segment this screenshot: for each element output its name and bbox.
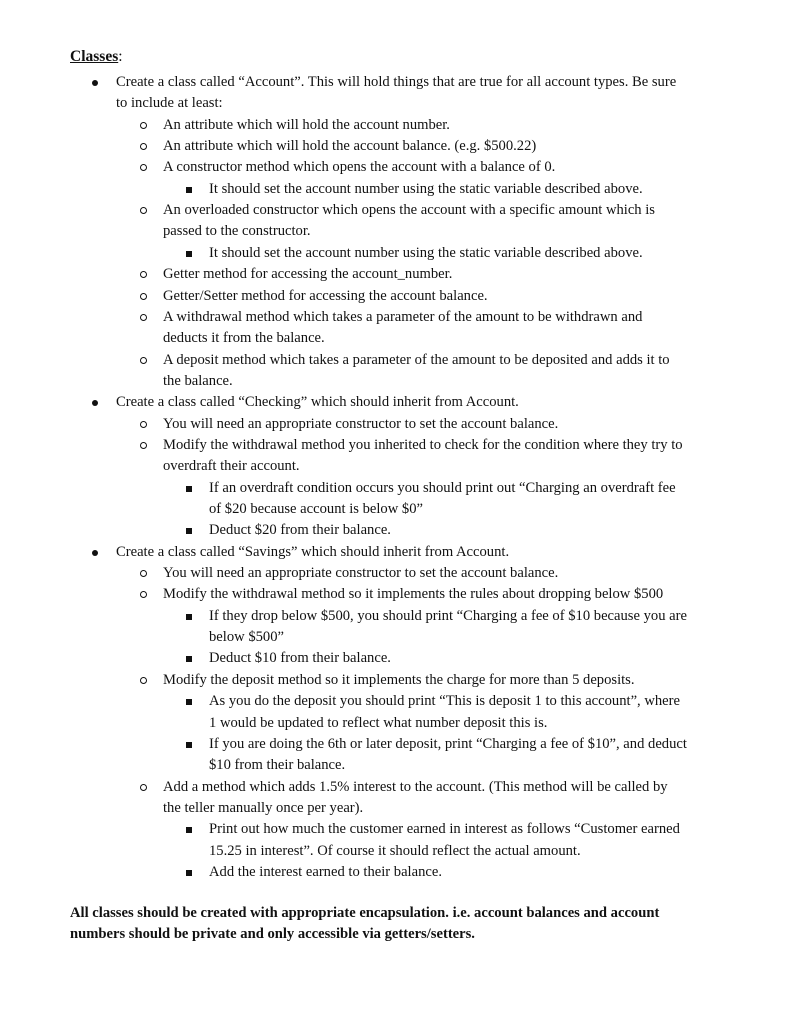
- bullet-circle-icon: [140, 591, 147, 598]
- bullet-circle-icon: [140, 207, 147, 214]
- note-line: numbers should be private and only accessible via getters/setters.: [70, 926, 475, 942]
- list-item-text: A deposit method which takes a parameter of the amount to be deposited and adds it to: [163, 351, 670, 368]
- bullet-circle-icon: [140, 314, 147, 321]
- list-item-text: the balance.: [163, 372, 233, 389]
- bullet-circle-icon: [140, 442, 147, 449]
- list-item-text: Deduct $20 from their balance.: [209, 522, 391, 539]
- bullet-square-icon: [186, 656, 192, 662]
- list-item-text: As you do the deposit you should print “This is deposit 1 to this account”, where: [209, 693, 680, 710]
- list-item-text: An attribute which will hold the account number.: [163, 116, 450, 133]
- list-item-text: Create a class called “Savings” which should inherit from Account.: [116, 543, 510, 560]
- bullet-square-icon: [186, 251, 192, 257]
- list-item-text: to include at least:: [116, 95, 223, 112]
- list-item-text: A constructor method which opens the account with a balance of 0.: [163, 159, 556, 176]
- list-item-text: overdraft their account.: [163, 458, 300, 475]
- list-item-text: deducts it from the balance.: [163, 330, 325, 347]
- bullet-circle-icon: [140, 677, 147, 684]
- list-item-text: Create a class called “Checking” which should inherit from Account.: [116, 394, 519, 411]
- list-item-text: A withdrawal method which takes a parameter of the amount to be withdrawn and: [163, 308, 643, 325]
- list-item-text: $10 from their balance.: [209, 757, 346, 774]
- list-item-text: Create a class called “Account”. This will hold things that are true for all account types. Be sure: [116, 74, 677, 90]
- bullet-circle-icon: [140, 164, 147, 171]
- list-item-text: It should set the account number using the static variable described above.: [209, 180, 643, 197]
- page-title: [70, 47, 123, 67]
- list-item-text: Getter/Setter method for accessing the account balance.: [163, 287, 488, 304]
- bullet-square-icon: [186, 486, 192, 492]
- list-item-text: You will need an appropriate constructor to set the account balance.: [163, 565, 559, 582]
- bullet-circle-icon: [140, 784, 147, 791]
- list-item-text: Modify the deposit method so it implements the charge for more than 5 deposits.: [163, 671, 635, 688]
- bullet-square-icon: [186, 187, 192, 193]
- list-item-text: 1 would be updated to reflect what number deposit this is.: [209, 714, 548, 731]
- bullet-circle-icon: [140, 271, 147, 278]
- list-item-text: Modify the withdrawal method so it implements the rules about dropping below $500: [163, 586, 664, 603]
- bullet-circle-icon: [140, 293, 147, 300]
- list-item-text: If they drop below $500, you should print “Charging a fee of $10 because you are: [209, 607, 687, 624]
- list-item-text: Add a method which adds 1.5% interest to the account. (This method will be called by: [163, 778, 668, 795]
- list-item-text: below $500”: [209, 629, 284, 646]
- list-item-text: You will need an appropriate constructor to set the account balance.: [163, 415, 559, 432]
- list-item-text: Getter method for accessing the account_number.: [163, 266, 453, 283]
- bullet-square-icon: [186, 827, 192, 833]
- bullet-dot-icon: [92, 80, 98, 86]
- list-item-text: An attribute which will hold the account balance. (e.g. $500.22): [163, 138, 537, 155]
- list-item-text: Add the interest earned to their balance.: [209, 863, 442, 880]
- bullet-square-icon: [186, 699, 192, 705]
- bullet-square-icon: [186, 742, 192, 748]
- note-line: All classes should be created with appropriate encapsulation. i.e. account balances and account: [70, 905, 660, 921]
- bullet-dot-icon: [92, 400, 98, 406]
- list-item-text: If an overdraft condition occurs you should print out “Charging an overdraft fee: [209, 479, 676, 496]
- bullet-square-icon: [186, 870, 192, 876]
- bullet-circle-icon: [140, 570, 147, 577]
- bullet-circle-icon: [140, 357, 147, 364]
- list-item-text: 15.25 in interest”. Of course it should reflect the actual amount.: [209, 842, 581, 859]
- list-item-text: the teller manually once per year).: [163, 799, 364, 816]
- bullet-dot-icon: [92, 550, 98, 556]
- bullet-square-icon: [186, 528, 192, 534]
- list-item-text: of $20 because account is below $0”: [209, 501, 423, 517]
- list-item-text: An overloaded constructor which opens the account with a specific amount which is: [163, 202, 655, 219]
- encapsulation-note: [70, 903, 659, 945]
- bullet-circle-icon: [140, 421, 147, 428]
- list-item-text: Modify the withdrawal method you inherited to check for the condition where they try to: [163, 436, 683, 453]
- list-item-text: Deduct $10 from their balance.: [209, 650, 391, 667]
- bullet-circle-icon: [140, 143, 147, 150]
- list-item-text: passed to the constructor.: [163, 223, 311, 240]
- heading-colon: :: [118, 48, 123, 65]
- list-item-text: It should set the account number using the static variable described above.: [209, 244, 643, 261]
- list-item-text: Print out how much the customer earned in interest as follows “Customer earned: [209, 821, 680, 838]
- bullet-square-icon: [186, 614, 192, 620]
- bullet-circle-icon: [140, 122, 147, 129]
- list-item-text: If you are doing the 6th or later deposit, print “Charging a fee of $10”, and deduct: [209, 735, 687, 752]
- heading-text: Classes: [70, 48, 119, 65]
